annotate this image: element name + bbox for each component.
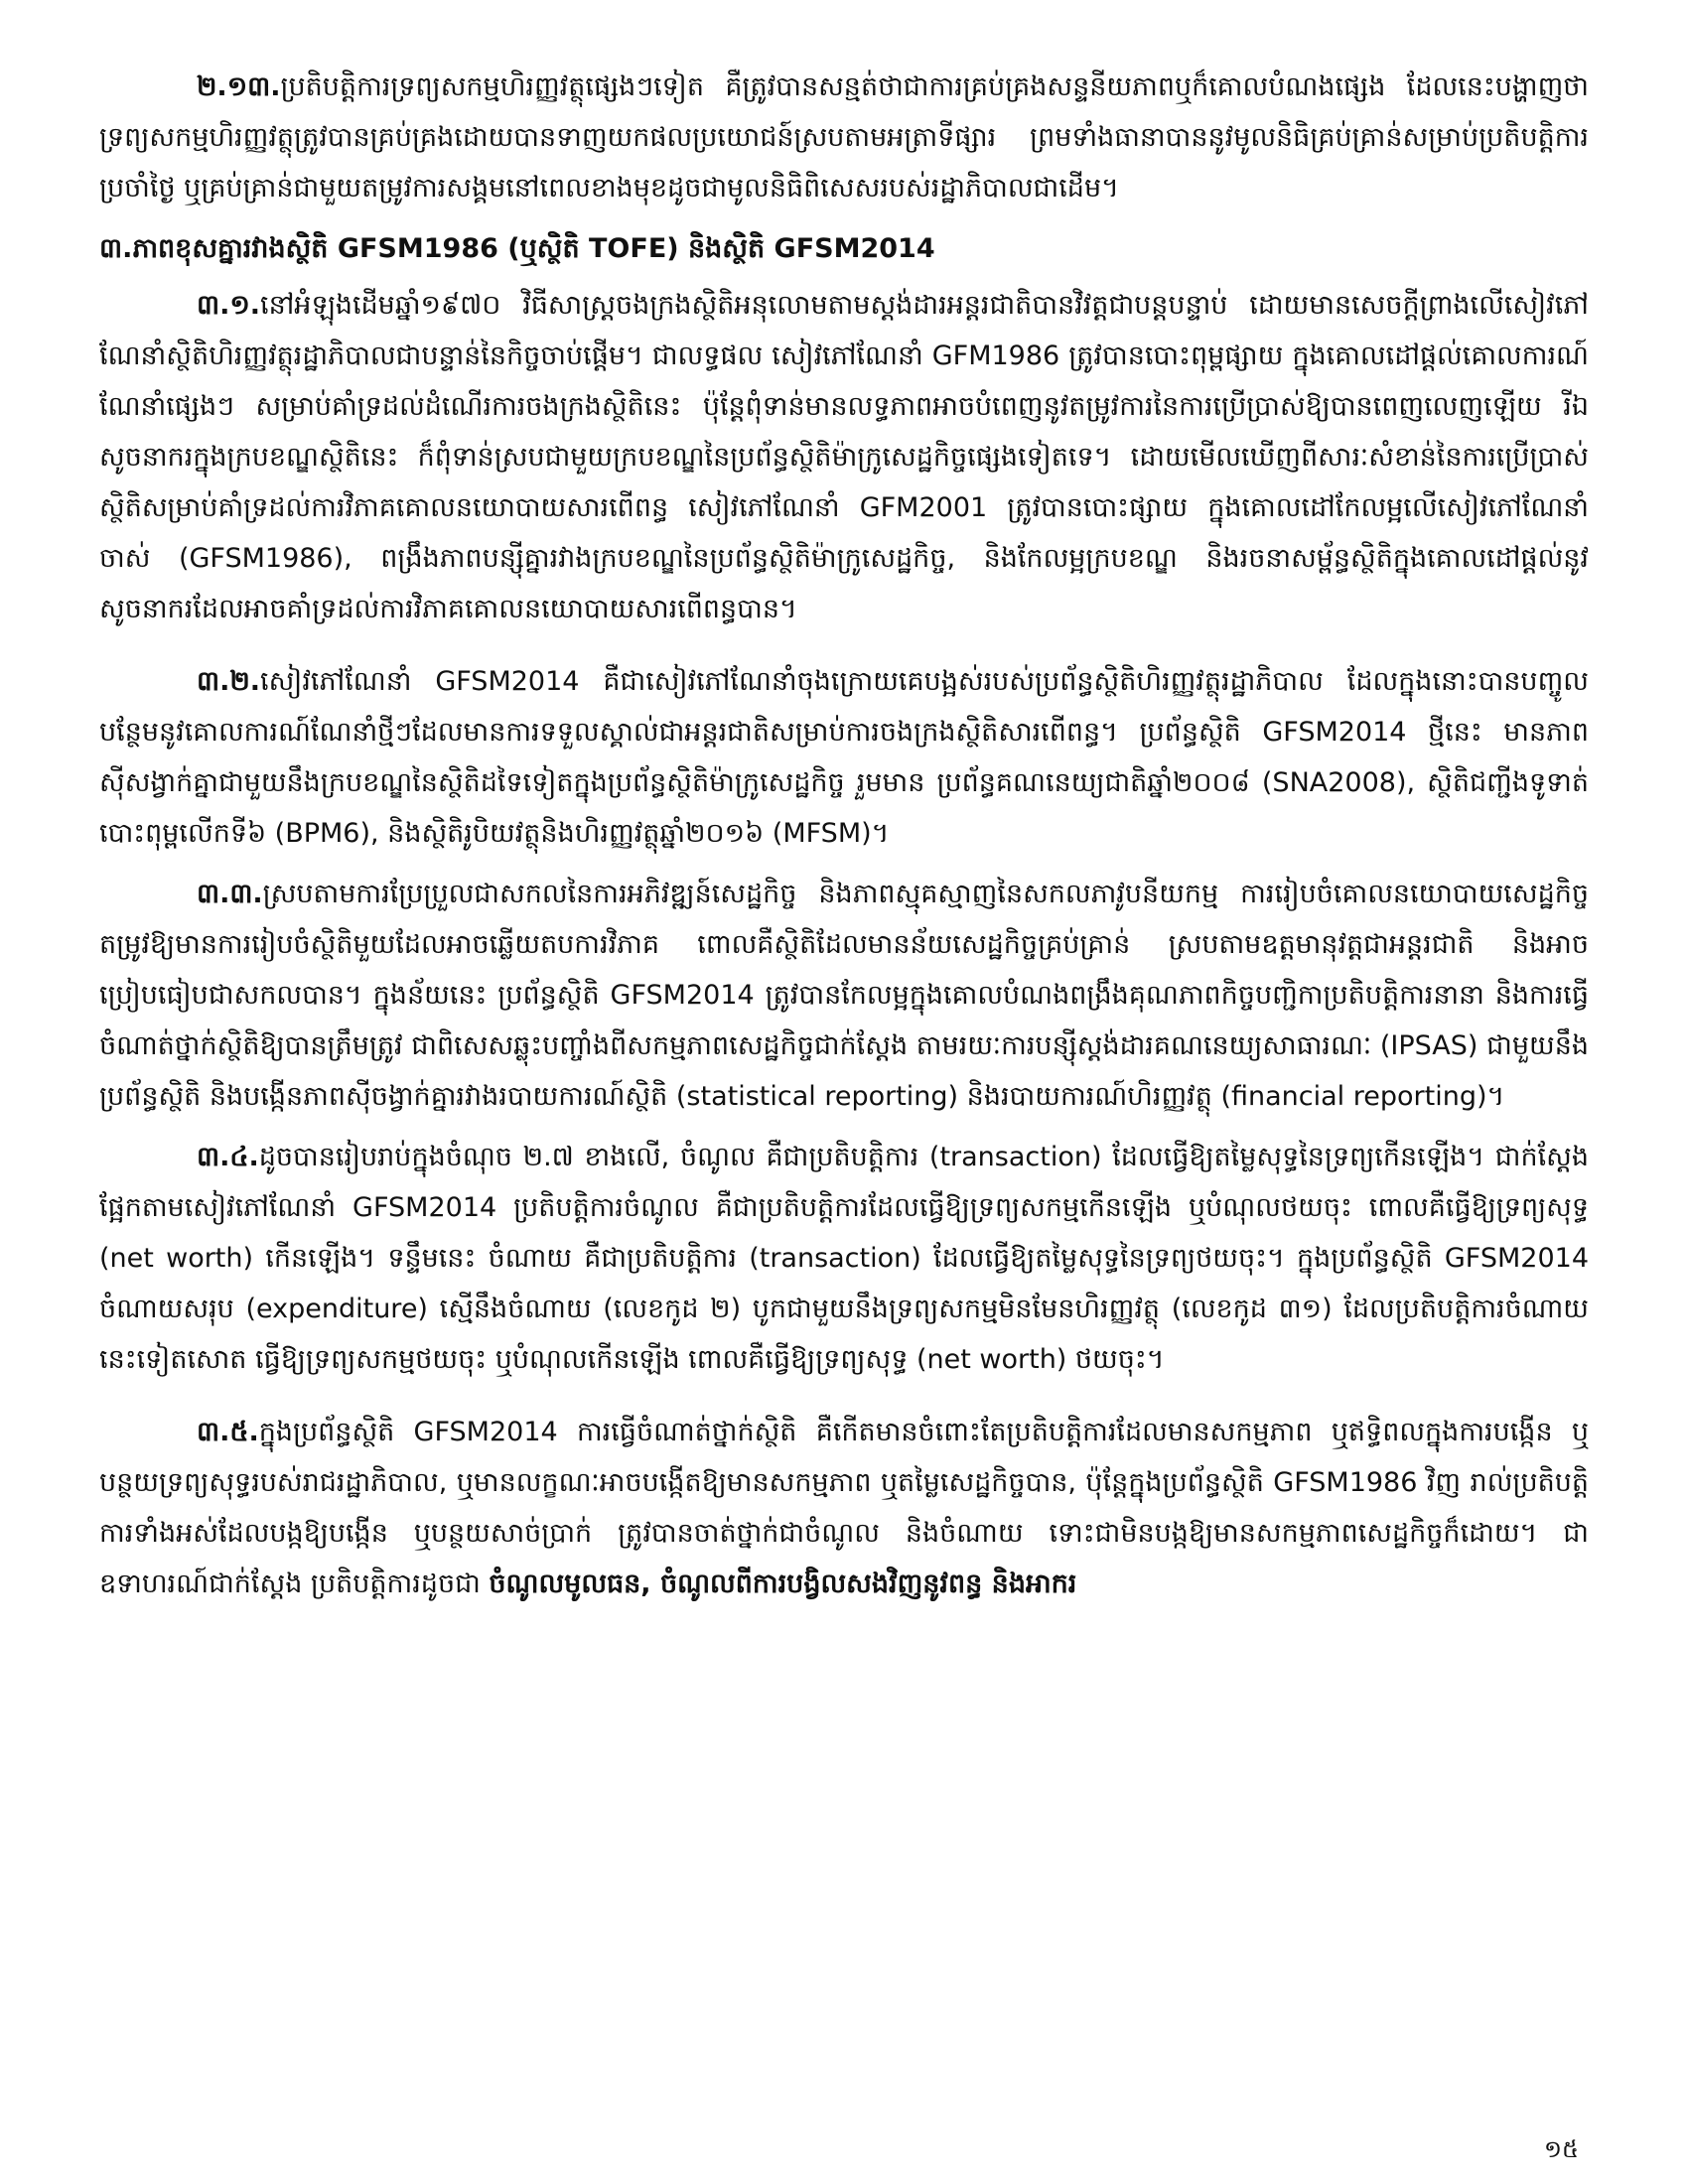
paragraph-number: ៣.៥. [197,1417,259,1447]
paragraph-text: ក្នុងប្រព័ន្ធស្ថិតិ GFSM2014 ការធ្វើចំណាត់ថ្នាក់ស្ថិតិ គឺកើតមានចំពោះតែប្រតិបត្តិការដែលមានសកម្មភាព ឬឥទ្ធិពលក្នុងការបង្កើន ឬបន្ថយទ្រព្យសុទ្ធរបស់រាជរដ្ឋាភិបាល, ឬមានលក្ខណៈអាចបង្កើតឱ្យមានសកម្មភាព ឬតម្លៃសេដ្ឋកិច្ចបាន, ប៉ុន្តែក្នុងប្រព័ន្ធស្ថិតិ GFSM1986 វិញ រាល់ប្រតិបត្តិការទាំងអស់ដែលបង្កឱ្យបង្កើន ឬបន្ថយសាច់ប្រាក់ ត្រូវបានចាត់ថ្នាក់ជាចំណូល និងចំណាយ ទោះជាមិនបង្កឱ្យមានសកម្មភាពសេដ្ឋកិច្ចក៏ដោយ។ ជាឧទាហរណ៍ជាក់ស្តែង ប្រតិបត្តិការដូចជា [99,1417,1589,1599]
paragraph-number: ៣.២. [197,666,261,697]
paragraph-2-13 [99,62,1589,213]
paragraph-3-4 [99,1132,1589,1385]
document-page [99,62,1589,1619]
paragraph-text: នៅអំឡុងដើមឆ្នាំ១៩៧០ វិធីសាស្ត្រចងក្រងស្ថិតិអនុលោមតាមស្តង់ដារអន្តរជាតិបានវិវត្តជាបន្តបន្ទាប់ ដោយមានសេចក្តីព្រាងលើសៀវភៅណែនាំស្ថិតិហិរញ្ញវត្ថុរដ្ឋាភិបាលជាបន្ទាន់នៃកិច្ចចាប់ផ្តើម។ ជាលទ្ធផល សៀវភៅណែនាំ GFM1986 ត្រូវបានបោះពុម្ពផ្សាយ ក្នុងគោលដៅផ្តល់គោលការណ៍ណែនាំផ្សេងៗ សម្រាប់គាំទ្រដល់ដំណើរការចងក្រងស្ថិតិនេះ ប៉ុន្តែពុំទាន់មានលទ្ធភាពអាចបំពេញនូវតម្រូវការនៃការប្រើប្រាស់ឱ្យបានពេញលេញឡើយ រីឯសូចនាករក្នុងក្របខណ្ឌស្ថិតិនេះ ក៏ពុំទាន់ស្របជាមួយក្របខណ្ឌនៃប្រព័ន្ធស្ថិតិម៉ាក្រូសេដ្ឋកិច្ចផ្សេងទៀតទេ។ ដោយមើលឃើញពីសារៈសំខាន់នៃការប្រើប្រាស់ស្ថិតិសម្រាប់គាំទ្រដល់ការវិភាគគោលនយោបាយសារពើពន្ធ សៀវភៅណែនាំ GFM2001 ត្រូវបានបោះផ្សាយ ក្នុងគោលដៅកែលម្អលើសៀវភៅណែនាំចាស់ (GFSM1986), ពង្រឹងភាពបន្សុីគ្នារវាងក្របខណ្ឌនៃប្រព័ន្ធស្ថិតិម៉ាក្រូសេដ្ឋកិច្ច, និងកែលម្អក្របខណ្ឌ និងរចនាសម្ព័ន្ធស្ថិតិក្នុងគោលដៅផ្តល់នូវសូចនាករដែលអាចគាំទ្រដល់ការវិភាគគោលនយោបាយសារពើពន្ធបាន។ [99,290,1589,624]
paragraph-3-5 [99,1407,1589,1609]
paragraph-bold-text: ចំណូលមូលធន, ចំណូលពីការបង្វិលសងវិញនូវពន្ធ និងអាករ [489,1569,1077,1599]
paragraph-number: ៣.១. [197,290,261,321]
paragraph-number: ៣.៣. [197,879,263,909]
paragraph-3-3 [99,869,1589,1122]
paragraph-text: សៀវភៅណែនាំ GFSM2014 គឺជាសៀវភៅណែនាំចុងក្រោយគេបង្អស់របស់ប្រព័ន្ធស្ថិតិហិរញ្ញវត្ថុរដ្ឋាភិបាល ដែលក្នុងនោះបានបញ្ចូលបន្ថែមនូវគោលការណ៍ណែនាំថ្មីៗដែលមានការទទួលស្គាល់ជាអន្តរជាតិសម្រាប់ការចងក្រងស្ថិតិសារពើពន្ធ។ ប្រព័ន្ធស្ថិតិ GFSM2014 ថ្មីនេះ មានភាពស៊ីសង្វាក់គ្នាជាមួយនឹងក្របខណ្ឌនៃស្ថិតិដទៃទៀតក្នុងប្រព័ន្ធស្ថិតិម៉ាក្រូសេដ្ឋកិច្ច រួមមាន ប្រព័ន្ធគណនេយ្យជាតិឆ្នាំ២០០៨ (SNA2008), ស្ថិតិជញ្ជីងទូទាត់ បោះពុម្ពលើកទី៦ (BPM6), និងស្ថិតិរូបិយវត្ថុនិងហិរញ្ញវត្ថុឆ្នាំ២០១៦ (MFSM)។ [99,666,1589,849]
page-number: ១៥ [1543,2135,1579,2163]
paragraph-3-1 [99,280,1589,634]
paragraph-text: ស្របតាមការប្រែប្រួលជាសកលនៃការអភិវឌ្ឍន៍សេដ្ឋកិច្ច និងភាពស្មុគស្មាញនៃសកលភាវូបនីយកម្ម ការរៀបចំគោលនយោបាយសេដ្ឋកិច្ច តម្រូវឱ្យមានការរៀបចំស្ថិតិមួយដែលអាចឆ្លើយតបការវិភាគ ពោលគឺស្ថិតិដែលមានន័យសេដ្ឋកិច្ចគ្រប់គ្រាន់ ស្របតាមឧត្តមានុវត្តជាអន្តរជាតិ និងអាចប្រៀបធៀបជាសកលបាន។ ក្នុងន័យនេះ ប្រព័ន្ធស្ថិតិ GFSM2014 ត្រូវបានកែលម្អក្នុងគោលបំណងពង្រឹងគុណភាពកិច្ចបញ្ជិកាប្រតិបត្តិការនានា និងការធ្វើចំណាត់ថ្នាក់ស្ថិតិឱ្យបានត្រឹមត្រូវ ជាពិសេសឆ្លុះបញ្ចាំងពីសកម្មភាពសេដ្ឋកិច្ចជាក់ស្តែង តាមរយៈការបន្សុីស្តង់ដារគណនេយ្យសាធារណៈ (IPSAS) ជាមួយនឹងប្រព័ន្ធស្ថិតិ និងបង្កើនភាពស៊ីចង្វាក់គ្នារវាងរបាយការណ៍ស្ថិតិ (statistical reporting) និងរបាយការណ៍ហិរញ្ញវត្ថុ (financial reporting)។ [99,879,1589,1112]
paragraph-text: ប្រតិបត្តិការទ្រព្យសកម្មហិរញ្ញវត្ថុផ្សេងៗទៀត គឺត្រូវបានសន្មត់ថាជាការគ្រប់គ្រងសន្ទនីយភាពឬក៏គោលបំណងផ្សេង ដែលនេះបង្ហាញថាទ្រព្យសកម្មហិរញ្ញវត្ថុត្រូវបានគ្រប់គ្រងដោយបានទាញយកផលប្រយោជន៍ស្របតាមអត្រាទីផ្សារ ព្រមទាំងធានាបាននូវមូលនិធិគ្រប់គ្រាន់សម្រាប់ប្រតិបត្តិការប្រចាំថ្ងៃ ឬគ្រប់គ្រាន់ជាមួយតម្រូវការសង្គមនៅពេលខាងមុខដូចជាមូលនិធិពិសេសរបស់រដ្ឋាភិបាលជាដើម។ [99,71,1589,204]
section-heading: ៣.ភាពខុសគ្នារវាងស្ថិតិ GFSM1986 (ឬស្ថិតិ TOFE) និងស្ថិតិ GFSM2014 [99,233,935,264]
paragraph-3-2 [99,656,1589,859]
paragraph-text: ដូចបានរៀបរាប់ក្នុងចំណុច ២.៧ ខាងលើ, ចំណូល គឺជាប្រតិបត្តិការ (transaction) ដែលធ្វើឱ្យតម្លៃសុទ្ធនៃទ្រព្យកើនឡើង។ ជាក់ស្តែង ផ្អែកតាមសៀវភៅណែនាំ GFSM2014 ប្រតិបត្តិការចំណូល គឺជាប្រតិបត្តិការដែលធ្វើឱ្យទ្រព្យសកម្មកើនឡើង ឬបំណុលថយចុះ ពោលគឺធ្វើឱ្យទ្រព្យសុទ្ធ (net worth) កើនឡើង។ ទន្ទឹមនេះ ចំណាយ គឺជាប្រតិបត្តិការ (transaction) ដែលធ្វើឱ្យតម្លៃសុទ្ធនៃទ្រព្យថយចុះ។ ក្នុងប្រព័ន្ធស្ថិតិ GFSM2014 ចំណាយសរុប (expenditure) ស្មើនឹងចំណាយ (លេខកូដ ២) បូកជាមួយនឹងទ្រព្យសកម្មមិនមែនហិរញ្ញវត្ថុ (លេខកូដ ៣១) ដែលប្រតិបត្តិការចំណាយនេះទៀតសោត ធ្វើឱ្យទ្រព្យសកម្មថយចុះ ឬបំណុលកើនឡើង ពោលគឺធ្វើឱ្យទ្រព្យសុទ្ធ (net worth) ថយចុះ។ [99,1142,1589,1375]
paragraph-number: ២.១៣. [197,71,281,102]
paragraph-number: ៣.៤. [197,1142,259,1172]
